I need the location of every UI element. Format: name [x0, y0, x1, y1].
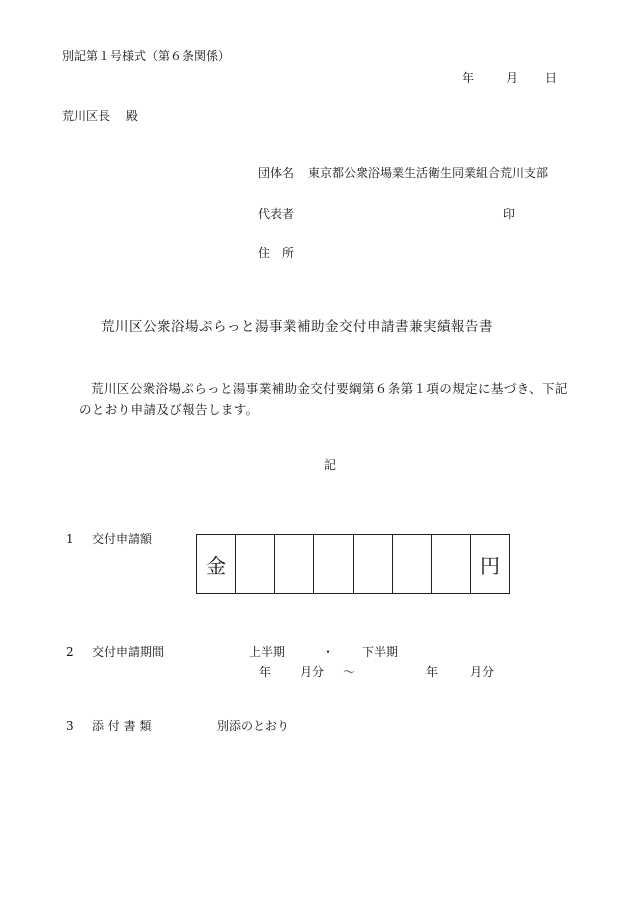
addressee: 荒川区長 殿 [62, 109, 138, 123]
seal-mark: 印 [503, 207, 516, 221]
form-number: 別記第１号様式（第６条関係） [62, 49, 231, 63]
amount-digit-cell[interactable] [236, 535, 275, 593]
item1-number: 1 [66, 532, 74, 546]
amount-digit-cell[interactable] [275, 535, 314, 593]
to-month-label: 月分 [470, 665, 495, 679]
amount-suffix-cell: 円 [479, 553, 500, 578]
to-year-label: 年 [426, 665, 439, 679]
first-half-option[interactable]: 上半期 [249, 645, 286, 659]
from-year-label: 年 [259, 665, 272, 679]
second-half-option[interactable]: 下半期 [362, 645, 399, 659]
item2-number: 2 [66, 645, 74, 659]
ki-heading: 記 [324, 458, 337, 472]
option-separator: ・ [322, 645, 335, 659]
document-title: 荒川区公衆浴場ぷらっと湯事業補助金交付申請書兼実績報告書 [101, 319, 493, 335]
org-label: 団体名 [258, 166, 295, 180]
date-day-label: 日 [545, 71, 558, 85]
amount-digit-cell[interactable] [314, 535, 353, 593]
amount-digit-cell[interactable] [393, 535, 432, 593]
date-year-label: 年 [462, 71, 475, 85]
org-value: 東京都公衆浴場業生活衛生同業組合荒川支部 [308, 166, 549, 180]
item3-number: 3 [66, 719, 74, 733]
amount-prefix-cell: 金 [197, 535, 236, 593]
item2-label: 交付申請期間 [92, 645, 165, 659]
from-month-label: 月分 [300, 665, 325, 679]
item3-value: 別添のとおり [217, 719, 290, 733]
body-paragraph: 荒川区公衆浴場ぷらっと湯事業補助金交付要綱第６条第１項の規定に基づき、下記のとおり申請及び報告します。 [79, 381, 568, 417]
amount-box [196, 534, 510, 594]
amount-digit-cell[interactable] [432, 535, 471, 593]
period-tilde: ～ [343, 665, 356, 679]
date-month-label: 月 [506, 71, 519, 85]
item1-label: 交付申請額 [92, 532, 153, 546]
address-label: 住 所 [258, 246, 295, 260]
representative-label: 代表者 [258, 207, 295, 221]
item3-label: 添 付 書 類 [92, 719, 152, 733]
amount-digit-cell[interactable] [354, 535, 393, 593]
